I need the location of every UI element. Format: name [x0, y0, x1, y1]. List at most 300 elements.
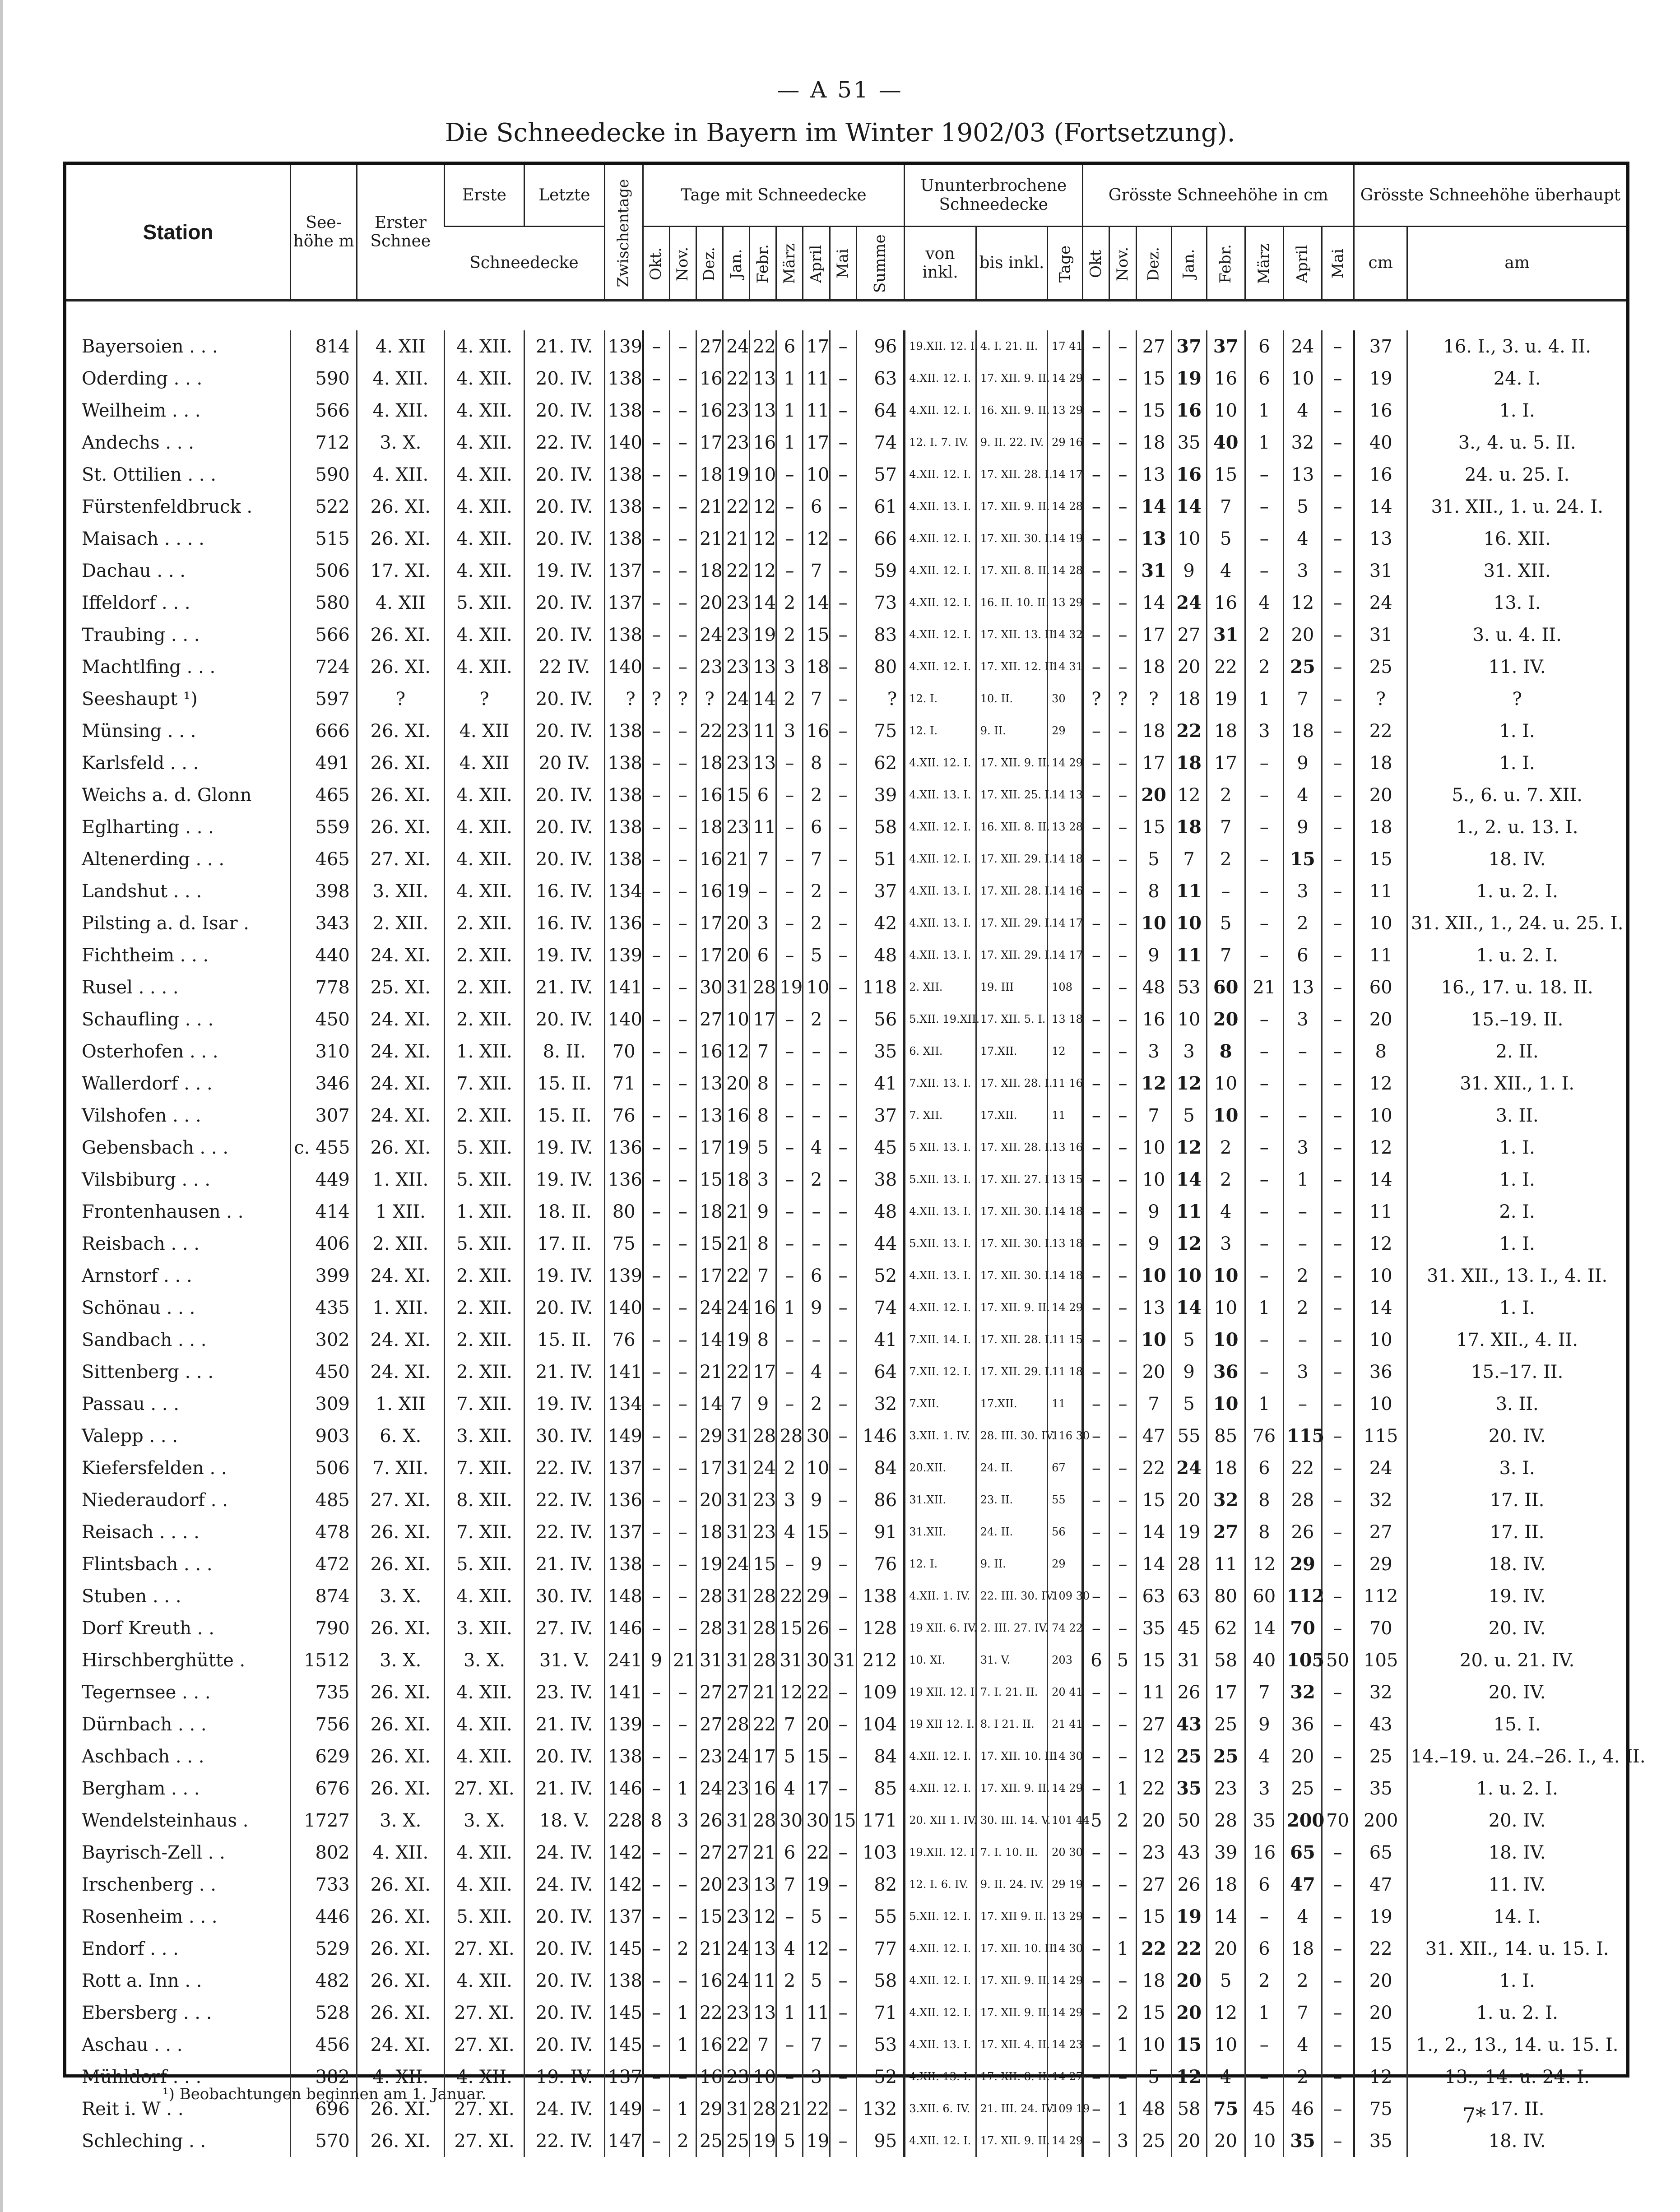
- days-okt-value: –: [643, 875, 669, 907]
- height-dez-value: 15: [1136, 1997, 1171, 2029]
- height-mai-value: –: [1322, 1901, 1354, 1933]
- height-nov-value: –: [1109, 1548, 1136, 1580]
- height-maerz-value: 4: [1245, 1740, 1283, 1772]
- days-dez-value: 25: [696, 2125, 723, 2157]
- spacer-cell: [66, 301, 1626, 331]
- height-nov-value: –: [1109, 1164, 1136, 1196]
- col-height-okt: Okt: [1083, 227, 1109, 301]
- days-mai-value: –: [830, 491, 856, 523]
- erster-schnee-value: 26. XI.: [357, 779, 444, 811]
- days-okt-value: –: [643, 1067, 669, 1099]
- max-height-cm-value: 15: [1354, 843, 1407, 875]
- days-nov-value: –: [669, 1676, 696, 1708]
- erster-schnee-value: 4. XII: [357, 330, 444, 362]
- height-april-value: 28: [1283, 1484, 1322, 1516]
- height-april-value: 3: [1283, 555, 1322, 587]
- von-value: 5.XII. 13. I.: [905, 1164, 976, 1196]
- height-jan-value: 24: [1171, 587, 1207, 619]
- days-nov-value: –: [669, 1452, 696, 1484]
- erster-schnee-value: 26. XI.: [357, 491, 444, 523]
- height-mai-value: –: [1322, 1869, 1354, 1901]
- height-dez-value: 3: [1136, 1035, 1171, 1067]
- max-height-date-value: 18. IV.: [1407, 1836, 1626, 1869]
- zwischentage-value: 136: [604, 1132, 643, 1164]
- height-jan-value: 58: [1171, 2093, 1207, 2125]
- seehoehe-value: 491: [291, 747, 357, 779]
- height-jan-value: 50: [1171, 1804, 1207, 1836]
- col-zwischentage: Zwischentage: [604, 165, 643, 301]
- seehoehe-value: 399: [291, 1260, 357, 1292]
- days-jan-value: 18: [723, 1164, 750, 1196]
- seehoehe-value: 506: [291, 555, 357, 587]
- height-febr-value: 75: [1207, 2093, 1245, 2125]
- snow-cover-table: [66, 165, 1646, 2157]
- bis-value: 17. XII. 9. II.: [976, 747, 1047, 779]
- days-jan-value: 31: [723, 1484, 750, 1516]
- zwischentage-value: 134: [604, 1388, 643, 1420]
- erster-schnee-value: 26. XI.: [357, 1132, 444, 1164]
- days-dez-value: 14: [696, 1324, 723, 1356]
- days-maerz-value: –: [776, 491, 803, 523]
- bis-value: 17. XII. 29. I.: [976, 1356, 1047, 1388]
- height-jan-value: 22: [1171, 1933, 1207, 1965]
- days-jan-value: 22: [723, 362, 750, 394]
- zwischentage-value: 137: [604, 587, 643, 619]
- days-dez-value: 23: [696, 651, 723, 683]
- height-nov-value: –: [1109, 491, 1136, 523]
- days-summe-value: 146: [856, 1420, 904, 1452]
- days-summe-value: 35: [856, 1035, 904, 1067]
- bis-value: 28. III. 30. IV.: [976, 1420, 1047, 1452]
- days-dez-value: 18: [696, 555, 723, 587]
- zwischentage-value: 75: [604, 1228, 643, 1260]
- days-nov-value: –: [669, 1260, 696, 1292]
- height-febr-value: 11: [1207, 1548, 1245, 1580]
- tage-value: 14 18: [1048, 1260, 1083, 1292]
- height-dez-value: 22: [1136, 1452, 1171, 1484]
- days-okt-value: –: [643, 491, 669, 523]
- letzte-schneedecke-value: 20. IV.: [524, 683, 604, 715]
- height-maerz-value: –: [1245, 907, 1283, 939]
- height-okt-value: –: [1083, 459, 1109, 491]
- days-jan-value: 31: [723, 971, 750, 1003]
- von-value: 4.XII. 12. I.: [905, 1292, 976, 1324]
- days-april-value: 17: [803, 427, 830, 459]
- days-okt-value: –: [643, 1388, 669, 1420]
- zwischentage-value: 138: [604, 619, 643, 651]
- max-height-cm-value: 12: [1354, 1067, 1407, 1099]
- height-jan-value: 14: [1171, 1164, 1207, 1196]
- days-febr-value: 6: [750, 779, 776, 811]
- height-nov-value: –: [1109, 971, 1136, 1003]
- zwischentage-value: 138: [604, 1548, 643, 1580]
- days-dez-value: 20: [696, 1484, 723, 1516]
- tage-value: 14 32: [1048, 619, 1083, 651]
- days-maerz-value: –: [776, 779, 803, 811]
- days-summe-value: 37: [856, 1099, 904, 1132]
- max-height-date-value: 11. IV.: [1407, 1869, 1626, 1901]
- erste-schneedecke-value: 5. XII.: [444, 587, 524, 619]
- height-febr-value: 16: [1207, 587, 1245, 619]
- letzte-schneedecke-value: 20. IV.: [524, 1901, 604, 1933]
- seehoehe-value: 559: [291, 811, 357, 843]
- zwischentage-value: 137: [604, 1516, 643, 1548]
- von-value: 5.XII. 19.XII.: [905, 1003, 976, 1035]
- von-value: 5.XII. 13. I.: [905, 1228, 976, 1260]
- height-april-value: 29: [1283, 1548, 1322, 1580]
- letzte-schneedecke-value: 21. IV.: [524, 971, 604, 1003]
- tage-value: 11 18: [1048, 1356, 1083, 1388]
- days-april-value: 7: [803, 555, 830, 587]
- height-mai-value: –: [1322, 1548, 1354, 1580]
- days-april-value: 11: [803, 1997, 830, 2029]
- days-dez-value: 13: [696, 1067, 723, 1099]
- max-height-cm-value: 18: [1354, 747, 1407, 779]
- days-jan-value: 22: [723, 491, 750, 523]
- height-okt-value: –: [1083, 491, 1109, 523]
- height-dez-value: 7: [1136, 1388, 1171, 1420]
- height-maerz-value: 12: [1245, 1548, 1283, 1580]
- zwischentage-value: 139: [604, 939, 643, 971]
- height-mai-value: –: [1322, 362, 1354, 394]
- station-name: Flintsbach . . .: [82, 1554, 213, 1575]
- max-height-date-value: 16. XII.: [1407, 523, 1626, 555]
- height-nov-value: –: [1109, 1901, 1136, 1933]
- days-nov-value: –: [669, 1901, 696, 1933]
- von-value: 12. I. 7. IV.: [905, 427, 976, 459]
- days-jan-value: 23: [723, 394, 750, 427]
- tage-value: 14 30: [1048, 1740, 1083, 1772]
- height-febr-value: 18: [1207, 715, 1245, 747]
- days-nov-value: 21: [669, 1644, 696, 1676]
- table-row: [66, 875, 1626, 907]
- height-mai-value: –: [1322, 459, 1354, 491]
- bis-value: 7. I. 10. II.: [976, 1836, 1047, 1869]
- seehoehe-value: 529: [291, 1933, 357, 1965]
- height-okt-value: –: [1083, 1997, 1109, 2029]
- days-okt-value: –: [643, 394, 669, 427]
- letzte-schneedecke-value: 20. IV.: [524, 2029, 604, 2061]
- height-nov-value: –: [1109, 1708, 1136, 1740]
- height-okt-value: –: [1083, 1612, 1109, 1644]
- zwischentage-value: 149: [604, 2093, 643, 2125]
- days-febr-value: 9: [750, 1388, 776, 1420]
- bis-value: 17. XII. 8. II.: [976, 555, 1047, 587]
- days-april-value: 5: [803, 1965, 830, 1997]
- days-febr-value: 7: [750, 1035, 776, 1067]
- max-height-date-value: 31. XII.: [1407, 555, 1626, 587]
- days-summe-value: 53: [856, 2029, 904, 2061]
- height-febr-value: 31: [1207, 619, 1245, 651]
- erste-schneedecke-value: 4. XII.: [444, 523, 524, 555]
- bis-value: 17.XII.: [976, 1035, 1047, 1067]
- station-name: Pilsting a. d. Isar .: [82, 913, 250, 934]
- erste-schneedecke-value: 3. X.: [444, 1804, 524, 1836]
- station-name: St. Ottilien . . .: [82, 464, 216, 485]
- bis-value: 17. XII. 9. II.: [976, 2125, 1047, 2157]
- height-nov-value: –: [1109, 907, 1136, 939]
- table-row: [66, 2125, 1626, 2157]
- days-okt-value: 9: [643, 1644, 669, 1676]
- height-nov-value: 5: [1109, 1644, 1136, 1676]
- erste-schneedecke-value: 2. XII.: [444, 1324, 524, 1356]
- height-jan-value: 12: [1171, 1132, 1207, 1164]
- days-febr-value: 28: [750, 1420, 776, 1452]
- tage-value: 14 29: [1048, 1965, 1083, 1997]
- height-nov-value: –: [1109, 459, 1136, 491]
- days-april-value: 5: [803, 939, 830, 971]
- days-jan-value: 22: [723, 555, 750, 587]
- max-height-cm-value: 47: [1354, 1869, 1407, 1901]
- height-febr-value: 4: [1207, 555, 1245, 587]
- days-summe-value: 96: [856, 330, 904, 362]
- height-jan-value: 19: [1171, 1901, 1207, 1933]
- max-height-cm-value: 12: [1354, 2061, 1407, 2093]
- days-okt-value: –: [643, 427, 669, 459]
- days-april-value: 7: [803, 2029, 830, 2061]
- height-mai-value: –: [1322, 1035, 1354, 1067]
- days-nov-value: –: [669, 1164, 696, 1196]
- height-febr-value: 62: [1207, 1612, 1245, 1644]
- letzte-schneedecke-value: 22. IV.: [524, 1516, 604, 1548]
- letzte-schneedecke-value: 31. V.: [524, 1644, 604, 1676]
- station-name: Rosenheim . . .: [82, 1906, 218, 1927]
- erste-schneedecke-value: 2. XII.: [444, 971, 524, 1003]
- bis-value: 22. III. 30. IV.: [976, 1580, 1047, 1612]
- days-april-value: 18: [803, 651, 830, 683]
- erste-schneedecke-value: 27. XI.: [444, 2029, 524, 2061]
- height-maerz-value: –: [1245, 1035, 1283, 1067]
- height-okt-value: 6: [1083, 1644, 1109, 1676]
- erster-schnee-value: 26. XI.: [357, 2093, 444, 2125]
- days-nov-value: –: [669, 459, 696, 491]
- days-maerz-value: –: [776, 1260, 803, 1292]
- bis-value: 17. XII. 9. II.: [976, 1965, 1047, 1997]
- height-okt-value: –: [1083, 1324, 1109, 1356]
- days-okt-value: –: [643, 1901, 669, 1933]
- days-mai-value: –: [830, 2029, 856, 2061]
- station-name: Aschau . . .: [82, 2034, 183, 2055]
- days-jan-value: 28: [723, 1708, 750, 1740]
- days-dez-value: 16: [696, 1035, 723, 1067]
- erster-schnee-value: 26. XI.: [357, 1933, 444, 1965]
- height-jan-value: 14: [1171, 491, 1207, 523]
- days-jan-value: 27: [723, 1836, 750, 1869]
- letzte-schneedecke-value: 22 IV.: [524, 651, 604, 683]
- days-dez-value: 15: [696, 1228, 723, 1260]
- height-april-value: 18: [1283, 715, 1322, 747]
- days-nov-value: –: [669, 843, 696, 875]
- days-nov-value: –: [669, 1420, 696, 1452]
- days-jan-value: 25: [723, 2125, 750, 2157]
- bis-value: 17. XII. 5. I.: [976, 1003, 1047, 1035]
- days-dez-value: 16: [696, 875, 723, 907]
- zwischentage-value: 137: [604, 1452, 643, 1484]
- seehoehe-value: 570: [291, 2125, 357, 2157]
- days-okt-value: –: [643, 1612, 669, 1644]
- height-jan-value: 18: [1171, 811, 1207, 843]
- bis-value: 17. XII. 12. II.: [976, 651, 1047, 683]
- seehoehe-value: 302: [291, 1324, 357, 1356]
- days-jan-value: 23: [723, 651, 750, 683]
- seehoehe-value: 440: [291, 939, 357, 971]
- height-nov-value: –: [1109, 1356, 1136, 1388]
- seehoehe-value: 814: [291, 330, 357, 362]
- erste-schneedecke-value: 8. XII.: [444, 1484, 524, 1516]
- days-febr-value: 13: [750, 747, 776, 779]
- table-row: [66, 1292, 1626, 1324]
- tage-value: 14 18: [1048, 843, 1083, 875]
- height-febr-value: 2: [1207, 1132, 1245, 1164]
- days-maerz-value: –: [776, 2061, 803, 2093]
- col-month-nov: Nov.: [669, 227, 696, 301]
- height-dez-value: 10: [1136, 1132, 1171, 1164]
- letzte-schneedecke-value: 20. IV.: [524, 491, 604, 523]
- max-height-cm-value: 20: [1354, 779, 1407, 811]
- days-april-value: 11: [803, 394, 830, 427]
- erster-schnee-value: 3. XII.: [357, 875, 444, 907]
- height-maerz-value: –: [1245, 491, 1283, 523]
- height-okt-value: –: [1083, 1132, 1109, 1164]
- height-febr-value: 10: [1207, 394, 1245, 427]
- days-mai-value: –: [830, 523, 856, 555]
- days-mai-value: –: [830, 555, 856, 587]
- bis-value: 17. XII. 27. I: [976, 1164, 1047, 1196]
- days-mai-value: –: [830, 1420, 856, 1452]
- height-maerz-value: –: [1245, 1099, 1283, 1132]
- station-name: Arnstorf . . .: [82, 1265, 192, 1286]
- bis-value: 17. XII. 10. II.: [976, 1933, 1047, 1965]
- height-dez-value: 14: [1136, 1516, 1171, 1548]
- max-height-date-value: 3. II.: [1407, 1099, 1626, 1132]
- days-jan-value: 16: [723, 1099, 750, 1132]
- days-april-value: 22: [803, 1676, 830, 1708]
- days-febr-value: 16: [750, 427, 776, 459]
- height-april-value: –: [1283, 1388, 1322, 1420]
- days-okt-value: –: [643, 1933, 669, 1965]
- height-mai-value: –: [1322, 427, 1354, 459]
- tage-value: 14 27: [1048, 2061, 1083, 2093]
- days-jan-value: 23: [723, 1772, 750, 1804]
- height-nov-value: –: [1109, 2061, 1136, 2093]
- days-febr-value: 28: [750, 1612, 776, 1644]
- bis-value: 8. I 21. II.: [976, 1708, 1047, 1740]
- bis-value: 16. XII. 9. II.: [976, 394, 1047, 427]
- max-height-cm-value: 75: [1354, 2093, 1407, 2125]
- tage-value: 14 29: [1048, 1772, 1083, 1804]
- station-name: Bayersoien . . .: [82, 336, 218, 357]
- zwischentage-value: 142: [604, 1836, 643, 1869]
- height-okt-value: –: [1083, 1260, 1109, 1292]
- days-febr-value: 12: [750, 555, 776, 587]
- erste-schneedecke-value: 27. XI.: [444, 2125, 524, 2157]
- height-april-value: 2: [1283, 2061, 1322, 2093]
- letzte-schneedecke-value: 17. II.: [524, 1228, 604, 1260]
- letzte-schneedecke-value: 21. IV.: [524, 330, 604, 362]
- days-okt-value: –: [643, 651, 669, 683]
- height-dez-value: 16: [1136, 1003, 1171, 1035]
- letzte-schneedecke-value: 19. IV.: [524, 2061, 604, 2093]
- table-row: [66, 1644, 1626, 1676]
- max-height-date-value: 1. I.: [1407, 715, 1626, 747]
- max-height-cm-value: 20: [1354, 1965, 1407, 1997]
- days-april-value: 2: [803, 875, 830, 907]
- height-febr-value: 25: [1207, 1708, 1245, 1740]
- height-april-value: 22: [1283, 1452, 1322, 1484]
- seehoehe-value: 406: [291, 1228, 357, 1260]
- erster-schnee-value: 1. XII.: [357, 1164, 444, 1196]
- seehoehe-value: 472: [291, 1548, 357, 1580]
- days-dez-value: 17: [696, 907, 723, 939]
- erster-schnee-value: 3. X.: [357, 1580, 444, 1612]
- zwischentage-value: 141: [604, 971, 643, 1003]
- days-dez-value: 24: [696, 619, 723, 651]
- height-nov-value: –: [1109, 555, 1136, 587]
- col-height-nov: Nov.: [1109, 227, 1136, 301]
- erste-schneedecke-value: 5. XII.: [444, 1228, 524, 1260]
- col-height-dez: Dez.: [1136, 227, 1171, 301]
- days-jan-value: 31: [723, 1580, 750, 1612]
- von-value: 4.XII. 1. IV.: [905, 1580, 976, 1612]
- days-nov-value: –: [669, 1740, 696, 1772]
- height-april-value: 10: [1283, 362, 1322, 394]
- days-dez-value: 17: [696, 427, 723, 459]
- days-okt-value: –: [643, 1772, 669, 1804]
- height-mai-value: –: [1322, 1933, 1354, 1965]
- height-dez-value: 9: [1136, 1228, 1171, 1260]
- days-okt-value: –: [643, 1836, 669, 1869]
- days-okt-value: –: [643, 779, 669, 811]
- days-dez-value: 31: [696, 1644, 723, 1676]
- von-value: 4.XII. 12. I.: [905, 2125, 976, 2157]
- col-groesste-hoehe: Grösste Schneehöhe in cm: [1083, 165, 1354, 227]
- letzte-schneedecke-value: 20. IV.: [524, 587, 604, 619]
- erste-schneedecke-value: 27. XI.: [444, 1997, 524, 2029]
- days-mai-value: –: [830, 1484, 856, 1516]
- height-april-value: 20: [1283, 619, 1322, 651]
- seehoehe-value: 515: [291, 523, 357, 555]
- station-name: Rott a. Inn . .: [82, 1970, 202, 1991]
- days-maerz-value: 6: [776, 330, 803, 362]
- height-mai-value: –: [1322, 2061, 1354, 2093]
- von-value: 4.XII. 12. I.: [905, 587, 976, 619]
- days-okt-value: –: [643, 1548, 669, 1580]
- bis-value: 2. III. 27. IV.: [976, 1612, 1047, 1644]
- col-summe: Summe: [856, 227, 904, 301]
- days-summe-value: 61: [856, 491, 904, 523]
- days-mai-value: –: [830, 459, 856, 491]
- days-maerz-value: 3: [776, 1484, 803, 1516]
- height-dez-value: 8: [1136, 875, 1171, 907]
- height-jan-value: 7: [1171, 843, 1207, 875]
- height-nov-value: –: [1109, 619, 1136, 651]
- von-value: 12. I.: [905, 1548, 976, 1580]
- days-jan-value: 24: [723, 1548, 750, 1580]
- tage-value: 21 41: [1048, 1708, 1083, 1740]
- bis-value: 17. XII. 28. I.: [976, 1324, 1047, 1356]
- von-value: 5 XII. 13. I.: [905, 1132, 976, 1164]
- bis-value: 17. XII. 28. I.: [976, 459, 1047, 491]
- days-summe-value: 58: [856, 1965, 904, 1997]
- max-height-date-value: 20. IV.: [1407, 1420, 1626, 1452]
- max-height-date-value: 17. XII., 4. II.: [1407, 1324, 1626, 1356]
- days-mai-value: –: [830, 1740, 856, 1772]
- erster-schnee-value: 2. XII.: [357, 907, 444, 939]
- table-row: [66, 1164, 1626, 1196]
- bis-value: 17. XII. 25. I.: [976, 779, 1047, 811]
- height-jan-value: 25: [1171, 1740, 1207, 1772]
- days-nov-value: ?: [669, 683, 696, 715]
